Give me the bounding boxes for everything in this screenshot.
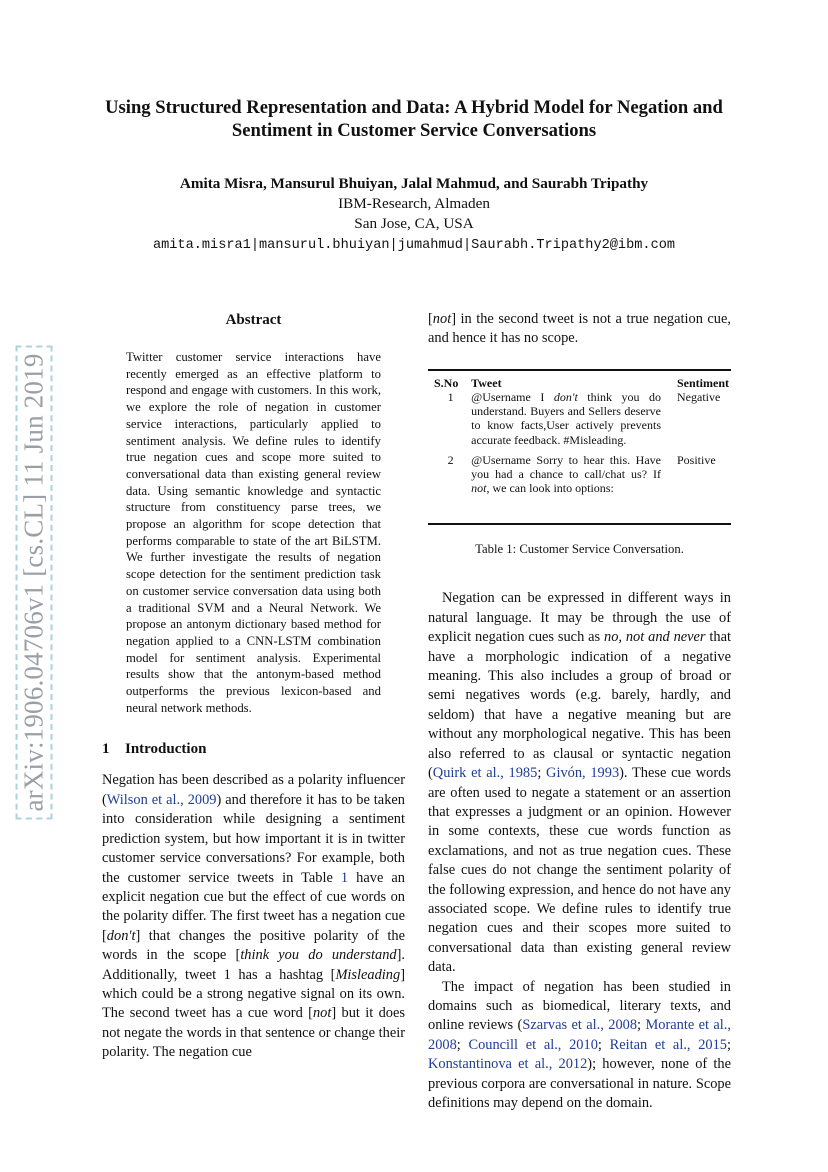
text-run: ). These cue words are often used to negate a statement or an assertion that expresses a judgment or an opinion. However in some contexts, these cue words function as exclamations, and not as true negation cues. These false cues do not change the sentiment polarity of the following expression, and hence do not have any associated scope. We define rules to identify true negation cues and their scopes more suited to conversational data than existing general review data. — [428, 765, 731, 976]
arxiv-id: arXiv:1906.04706v1 [cs.CL] 11 Jun 2019 — [16, 345, 53, 819]
emphasis-text: no, not and never — [604, 629, 706, 646]
citation-link[interactable]: Quirk et al., 1985 — [432, 765, 538, 782]
table-caption: Table 1: Customer Service Conversation. — [475, 542, 684, 557]
header-tweet: Tweet — [471, 375, 502, 390]
emphasis-text: not — [312, 1005, 332, 1022]
text-run: ] in the second tweet is not a true negation cue, and hence it has no scope. — [428, 311, 731, 347]
text-run: Negation can be expressed in different ways in natural language. It may be through the use of explicit negation cues such as — [428, 590, 731, 646]
citation-link[interactable]: Givón, 1993 — [546, 765, 620, 782]
text-run: ; — [637, 1017, 646, 1034]
section-title: Introduction — [125, 741, 207, 758]
emphasis-text: don't — [106, 927, 136, 944]
cell-sno: 1 — [447, 390, 454, 405]
citation-link[interactable]: Konstantinova et al., 2012 — [428, 1056, 588, 1073]
text-run: Negation has been described as a polarity influencer ( — [102, 772, 405, 808]
abstract-heading: Abstract — [225, 312, 282, 328]
citation-link[interactable]: Morante et al., 2008 — [428, 1017, 731, 1053]
paper-title: Using Structured Representation and Data: A Hybrid Model for Negation and Sentiment in Customer Service Conversations — [105, 97, 723, 141]
table-ref-link[interactable]: 1 — [340, 869, 349, 886]
impact-paragraph — [428, 978, 731, 1114]
cell-tweet — [469, 390, 673, 453]
cell-sentiment: Positive — [677, 452, 716, 467]
location: San Jose, CA, USA — [354, 215, 474, 232]
citation-link[interactable]: Councill et al., 2010 — [468, 1036, 598, 1053]
affiliation: IBM-Research, Almaden — [338, 195, 490, 212]
right-column — [428, 310, 731, 1113]
cell-sno: 2 — [447, 452, 454, 467]
text-run: have an explicit negation cue but the effect of cue words on the polarity differ. The first tweet has a negation cue [ — [102, 869, 405, 944]
section-heading-introduction — [102, 739, 405, 759]
negation-paragraph — [428, 589, 731, 977]
header-sno: S.No — [434, 375, 459, 390]
text-run: The impact of negation has been studied in domains such as biomedical, literary texts, and online reviews ( — [428, 978, 731, 1034]
emphasis-text: don't — [553, 390, 578, 405]
emphasis-text: think you do understand — [240, 947, 397, 964]
text-run: think you do understand. Buyers and Sellers deserve to know facts,User actively prevents accurate feedback. #Misleading. — [471, 390, 661, 447]
citation-link[interactable]: Szarvas et al., 2008 — [522, 1017, 638, 1034]
text-run: ; — [597, 1036, 610, 1053]
email-addresses: amita.misra1|mansurul.bhuiyan|jumahmud|Saurabh.Tripathy2@ibm.com — [152, 238, 676, 253]
arxiv-stamp — [14, 337, 54, 827]
text-run: @Username Sorry to hear this. Have you had a chance to call/chat us? If — [471, 452, 661, 482]
cell-tweet — [469, 453, 673, 525]
author-block — [80, 174, 748, 256]
text-run: ; — [727, 1036, 731, 1053]
text-run: ; — [456, 1036, 469, 1053]
emphasis-text: Misleading — [335, 966, 401, 983]
table-row — [428, 453, 731, 525]
intro-paragraph — [102, 771, 405, 1062]
text-run: ; — [537, 765, 547, 782]
text-run: @Username I — [471, 390, 554, 405]
abstract-text: Twitter customer service interactions have recently emerged as an effective platform to respond and engage with customers. In this work, we explore the role of negation in customer service interactions, particularly applied to sentiment analysis. We define rules to identify true negation cues and scope more suited to conversational data than existing general review data. Using semantic knowledge and syntactic structure from constituency parse trees, we propose an algorithm for scope detection that performs comparable to state of the art BiLSTM. We further investigate the results of negation scope detection for the sentiment prediction task on customer service conversation data using both a traditional SVM and a Neural Network. We propose an antonym dictionary based method for negation applied to a CNN-LSTM combination model for sentiment analysis. Experimental results show that the antonym-based method outperforms the previous lexicon-based and neural network methods. — [126, 350, 381, 715]
citation-link[interactable]: Reitan et al., 2015 — [609, 1036, 727, 1053]
section-number: 1 — [102, 741, 110, 758]
table-header-row — [428, 370, 731, 390]
continued-paragraph: [not] in the second tweet is not a true negation cue, and hence it has no scope. — [428, 311, 731, 347]
text-run: ); however, none of the previous corpora are conversational in nature. Scope definitions may depend on the domain. — [428, 1056, 731, 1111]
header-sentiment: Sentiment — [677, 375, 729, 390]
text-run: ] that changes the positive polarity of the words in the scope [ — [102, 927, 405, 964]
text-run: ) and therefore it has to be taken into consideration while designing a sentiment prediction system, but how important it is in twitter customer service conversations? For example, both the customer service tweets in Table — [102, 791, 405, 886]
text-run: , we can look into options: — [486, 481, 614, 496]
table-row — [428, 390, 731, 453]
text-run: that have a morphologic indication of a negative meaning. This also includes a group of broad or semi negatives words (e.g. barely, hardly, and seldom) that have a negative meaning but are without any morphological negative. This has been also referred to as clausal or syntactic negation ( — [428, 629, 731, 782]
citation-link[interactable]: Wilson et al., 2009 — [106, 791, 217, 808]
conversation-table — [428, 369, 731, 526]
author-names: Amita Misra, Mansurul Bhuiyan, Jalal Mahmud, and Saurabh Tripathy — [179, 175, 649, 192]
cell-sentiment: Negative — [677, 390, 721, 405]
text-run: ]. Additionally, tweet 1 has a hashtag [ — [102, 947, 405, 983]
text-run: ] but it does not negate the words in that sentence or change their polarity. The negation cue — [102, 1005, 405, 1061]
emphasis-text: not — [471, 481, 487, 496]
left-column — [102, 310, 405, 1063]
text-run: ] which could be a strong negative signal on its own. The second tweet has a cue word [ — [102, 966, 405, 1022]
emphasis-text: not — [432, 311, 452, 327]
